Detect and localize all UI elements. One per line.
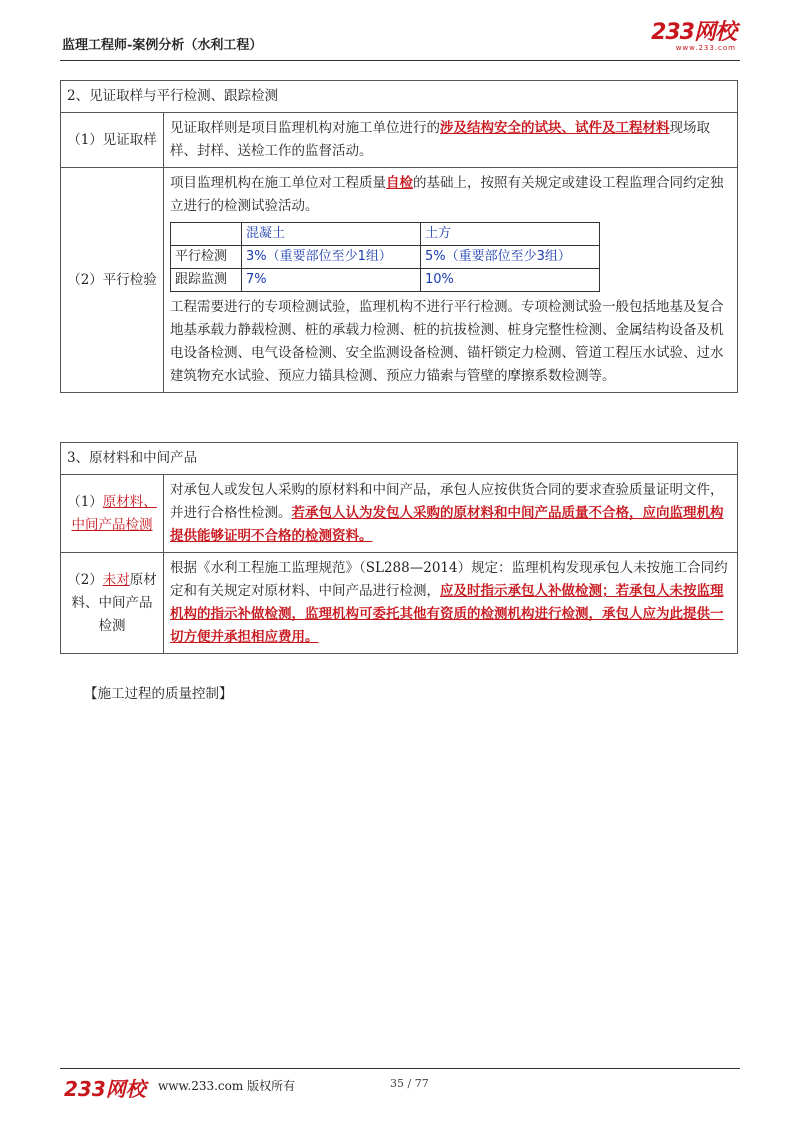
row-content-parallel-test — [164, 168, 738, 393]
table-row — [171, 246, 600, 269]
row-label-untested-material — [61, 553, 164, 654]
table-cell: 10% — [421, 269, 600, 292]
logo-text: 233网校 — [651, 20, 736, 45]
text: 根据《水利工程施工监理规范》（SL288—2014）规定：监理机构发现承包人未按施工合同约定和有关规定对原材料、中间产品进行检测， — [170, 560, 728, 599]
footer-logo: 233网校 — [64, 1077, 146, 1101]
emphasis-text: 原材料、中间产品检测 — [71, 493, 157, 533]
text: 的基础上，按照有关规定或建设工程监理合同约定独立进行的检测试验活动。 — [170, 175, 724, 214]
text: 项目监理机构在施工单位对工程质量 — [170, 175, 386, 191]
document-title: 监理工程师-案例分析（水利工程） — [62, 38, 263, 53]
text: （2） — [67, 571, 103, 588]
text: 原材料、中间产品检测 — [71, 571, 157, 634]
table-cell: 平行检测 — [171, 246, 242, 269]
emphasis-text: 涉及结构安全的试块、试件及工程材料 — [440, 120, 670, 136]
table-cell: 7% — [242, 269, 421, 292]
row-label-parallel-test: （2）平行检验 — [61, 168, 164, 393]
section2-heading: 2、见证取样与平行检测、跟踪检测 — [61, 81, 738, 113]
table-row — [171, 269, 600, 292]
page-header — [60, 20, 740, 61]
section3-heading: 3、原材料和中间产品 — [61, 443, 738, 475]
emphasis-text: 未对 — [102, 571, 130, 588]
text: 现场取样、封样、送检工作的监督活动。 — [170, 120, 710, 159]
ratio-table — [170, 222, 600, 292]
copyright-text: www.233.com 版权所有 — [158, 1079, 296, 1093]
row-label-material-test — [61, 475, 164, 553]
section2-table — [60, 80, 738, 393]
special-test-paragraph: 工程需要进行的专项检测试验，监理机构不进行平行检测。专项检测试验一般包括地基及复合地基承载力静载检测、桩的承载力检测、桩的抗拔检测、桩身完整性检测、金属结构设备及机电设备检测、电气设备检测、安全监测设备检测、锚杆锁定力检测、管道工程压水试验、过水建筑物充水试验、预应力锚具检测、预应力锚索与管壁的摩擦系数检测等。 — [170, 299, 724, 384]
table-cell: 跟踪监测 — [171, 269, 242, 292]
text: （1） — [67, 493, 103, 510]
brand-logo — [651, 22, 736, 52]
row-content-untested-material — [164, 553, 738, 654]
table-cell: 5%（重要部位至少3组） — [421, 246, 600, 269]
table-header: 混凝土 — [242, 223, 421, 246]
logo-url: www.233.com — [675, 44, 736, 52]
emphasis-text: 若承包人认为发包人采购的原材料和中间产品质量不合格，应向监理机构提供能够证明不合格的检测资料。 — [170, 505, 724, 544]
section3-table — [60, 442, 738, 654]
table-cell: 3%（重要部位至少1组） — [242, 246, 421, 269]
table-cell — [171, 223, 242, 246]
emphasis-text: 自检 — [386, 175, 413, 191]
row-content-material-test — [164, 475, 738, 553]
table-header: 土方 — [421, 223, 600, 246]
page-footer — [60, 1068, 740, 1099]
row-label-witness-sampling: （1）见证取样 — [61, 113, 164, 168]
next-section-title: 【施工过程的质量控制】 — [84, 686, 233, 702]
emphasis-text: 应及时指示承包人补做检测；若承包人未按监理机构的指示补做检测，监理机构可委托其他有资质的检测机构进行检测，承包人应为此提供一切方便并承担相应费用。 — [170, 583, 724, 645]
text: 对承包人或发包人采购的原材料和中间产品，承包人应按供货合同的要求查验质量证明文件，并进行合格性检测。 — [170, 482, 724, 521]
row-content-witness-sampling — [164, 113, 738, 168]
page-number: 35 / 77 — [390, 1077, 429, 1090]
text: 见证取样则是项目监理机构对施工单位进行的 — [170, 120, 440, 136]
